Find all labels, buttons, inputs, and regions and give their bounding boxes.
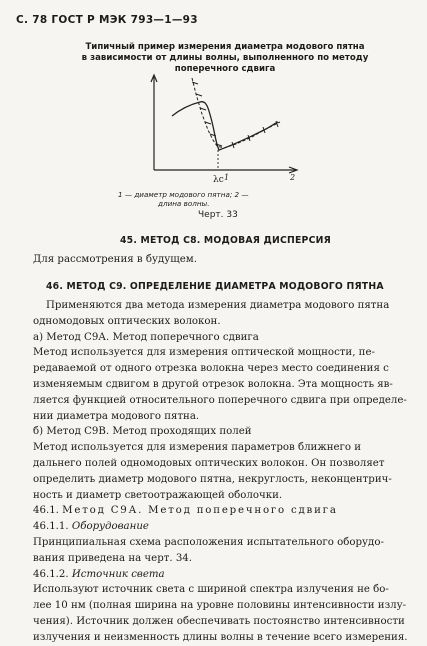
text-line: дальнего полей одномодовых оптических волокон. Он позволяет — [33, 457, 385, 469]
text-line: нии диаметра модового пятна. — [33, 410, 200, 422]
text-line: лее 10 нм (полная ширина на уровне половины интенсивности излу- — [33, 600, 407, 612]
section-46-heading: 46. МЕТОД С9. ОПРЕДЕЛЕНИЕ ДИАМЕТРА МОДОВОГО ПЯТНА — [46, 281, 384, 292]
subsection-4611-heading — [33, 519, 403, 535]
subsection-number: 46.1. — [33, 505, 59, 517]
text-line: Метод используется для измерения оптической мощности, пе- — [33, 347, 375, 359]
text-line: б) Метод С9В. Метод проходящих полей — [33, 426, 252, 438]
curve-1 — [172, 102, 278, 150]
text-line: вания приведена на черт. 34. — [33, 552, 193, 564]
mode-field-diameter-graph — [140, 72, 310, 192]
figure-legend — [118, 190, 318, 208]
curve-label-2: 2 — [290, 173, 296, 182]
text-line: ность и диаметр светоотражающей оболочки. — [33, 489, 283, 501]
text-line: излучения и неизменность длины волны в течение всего измерения. — [33, 631, 408, 643]
text-line: ляется функцией относительного поперечного сдвига при определе- — [33, 394, 407, 406]
curve-label-1: 1 — [224, 173, 230, 182]
section-45-text — [33, 252, 403, 268]
text-line: определить диаметр модового пятна, некруглость, неконцентрич- — [33, 473, 392, 485]
text-line: Метод используется для измерения параметров ближнего и — [33, 442, 362, 454]
page-header: С. 78 ГОСТ Р МЭК 793—1—93 — [16, 14, 198, 26]
text-line: чения). Источник должен обеспечивать постоянство интенсивности — [33, 615, 405, 627]
subsection-number: 46.1.1. — [33, 521, 69, 533]
subsection-title: Оборудование — [71, 521, 149, 533]
text-line: Применяются два метода измерения диаметра модового пятна — [46, 300, 390, 311]
main-text — [33, 298, 408, 646]
subsection-4612-heading — [33, 567, 403, 583]
figure-caption-line: в зависимости от длины волны, выполненного по методу — [81, 53, 369, 63]
text-line: Принципиальная схема расположения испытательного оборудо- — [33, 536, 384, 548]
text-line: Для рассмотрения в будущем. — [33, 254, 197, 265]
text-line: а) Метод С9А. Метод поперечного сдвига — [33, 331, 259, 343]
figure-label: Черт. 33 — [198, 210, 238, 220]
section-45-heading: 45. МЕТОД С8. МОДОВАЯ ДИСПЕРСИЯ — [120, 235, 331, 246]
text-line: редаваемой от одного отрезка волокна через место соединения с — [33, 363, 389, 375]
figure-caption — [60, 42, 390, 75]
subsection-461-heading — [33, 503, 403, 519]
figure-caption-line: Типичный пример измерения диаметра модового пятна — [85, 42, 365, 52]
curve-2 — [192, 78, 280, 148]
subsection-title: Метод С9А. Метод поперечного сдвига — [62, 505, 338, 517]
subsection-title: Источник света — [71, 568, 165, 580]
legend-line: длина волны. — [158, 199, 210, 208]
figure-caption-line: поперечного сдвига — [174, 64, 276, 74]
lambda-c-label: λс — [213, 175, 224, 185]
text-line: изменяемым сдвигом в другой отрезок волокна. Эта мощность яв- — [33, 378, 393, 390]
subsection-number: 46.1.2. — [33, 568, 69, 580]
text-line: Используют источник света с шириной спектра излучения не бо- — [33, 584, 389, 596]
curve-2-markers — [192, 82, 278, 148]
text-line: одномодовых оптических волокон. — [33, 315, 221, 327]
legend-line: 1 — диаметр модового пятна; 2 — — [118, 190, 249, 199]
